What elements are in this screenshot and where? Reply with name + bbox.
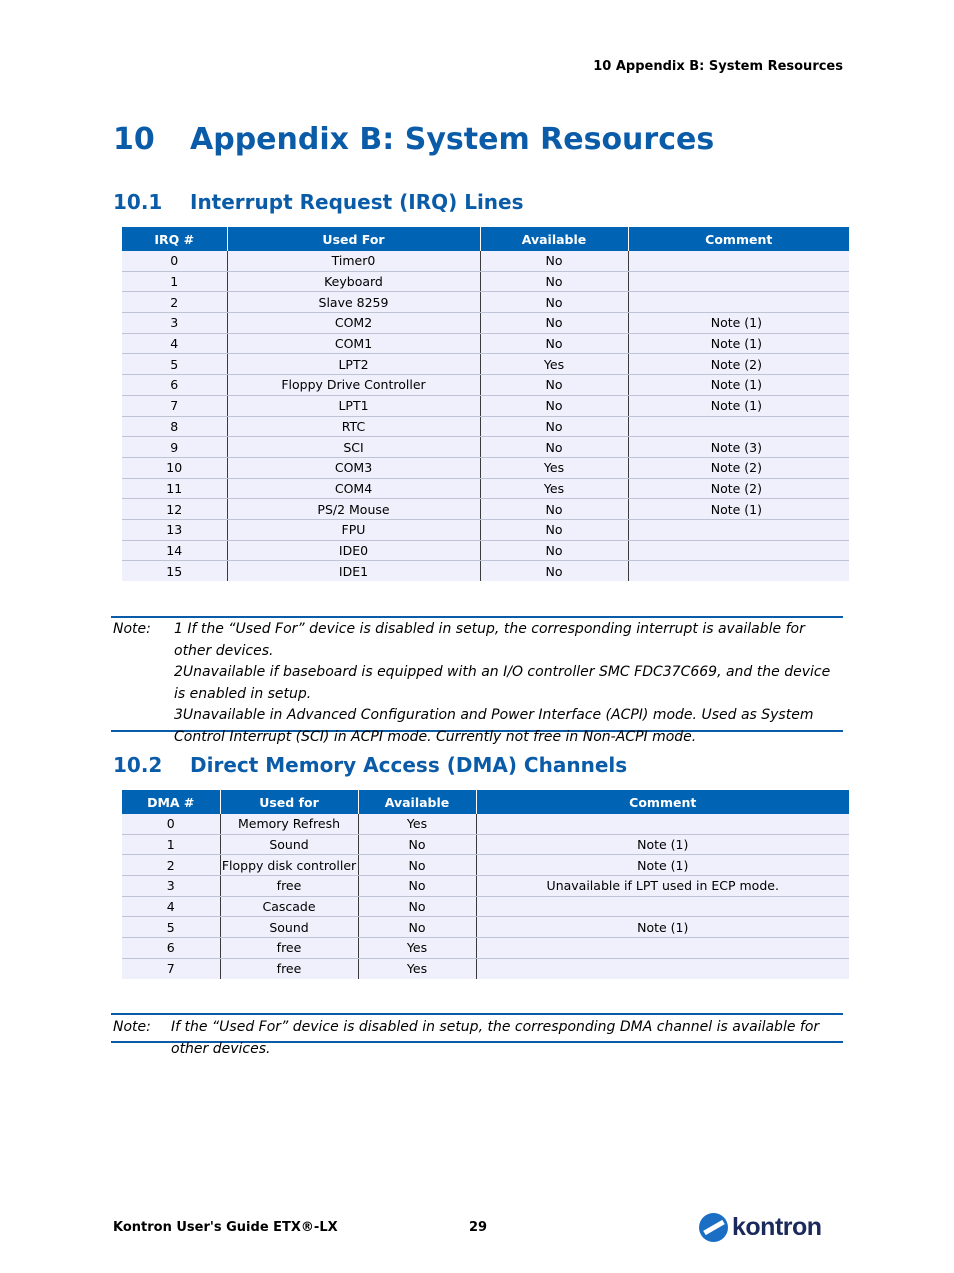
table-cell: SCI xyxy=(227,437,480,458)
table-row xyxy=(122,499,849,520)
table-row xyxy=(122,938,849,959)
table-row xyxy=(122,416,849,437)
table-cell: 4 xyxy=(122,896,220,917)
table-cell: 3 xyxy=(122,313,227,334)
note-label: Note: xyxy=(113,621,151,637)
table-cell: COM4 xyxy=(227,478,480,499)
table-cell: Yes xyxy=(358,814,476,834)
table-cell: Note (1) xyxy=(628,313,849,334)
column-header: DMA # xyxy=(122,790,220,814)
table-row xyxy=(122,333,849,354)
kontron-logo xyxy=(699,1213,822,1242)
table-cell: No xyxy=(480,561,628,581)
column-header: Available xyxy=(480,227,628,251)
table-cell xyxy=(476,958,849,978)
table-cell: 12 xyxy=(122,499,227,520)
table-cell: LPT1 xyxy=(227,395,480,416)
table-cell: Note (1) xyxy=(476,855,849,876)
table-cell: No xyxy=(480,499,628,520)
table-cell: Keyboard xyxy=(227,271,480,292)
table-cell xyxy=(628,561,849,581)
table-row xyxy=(122,457,849,478)
table-cell: Note (2) xyxy=(628,354,849,375)
table-row xyxy=(122,814,849,834)
table-cell: Memory Refresh xyxy=(220,814,358,834)
footer-title: Kontron User's Guide ETX®-LX xyxy=(113,1220,338,1235)
table-cell: 1 xyxy=(122,271,227,292)
section-number: 10.1 xyxy=(113,190,163,214)
table-cell: Sound xyxy=(220,834,358,855)
table-cell: 3 xyxy=(122,876,220,897)
table-cell: Unavailable if LPT used in ECP mode. xyxy=(476,876,849,897)
table-row xyxy=(122,855,849,876)
table-row xyxy=(122,251,849,271)
table-cell: 7 xyxy=(122,958,220,978)
table-cell xyxy=(628,292,849,313)
section-heading-dma xyxy=(113,753,627,777)
table-cell: No xyxy=(358,855,476,876)
table-cell: 13 xyxy=(122,519,227,540)
note-line-text: 2Unavailable if baseboard is equipped with an I/O controller SMC FDC37C669, and the device is enabled in setup. xyxy=(174,664,831,702)
column-header: Used for xyxy=(220,790,358,814)
table-cell: 10 xyxy=(122,457,227,478)
table-cell: COM3 xyxy=(227,457,480,478)
table-row xyxy=(122,519,849,540)
section-title: Interrupt Request (IRQ) Lines xyxy=(190,190,524,214)
table-row xyxy=(122,313,849,334)
note-text: If the “Used For” device is disabled in setup, the corresponding DMA channel is available for other devices. xyxy=(171,1019,820,1057)
table-cell: 0 xyxy=(122,814,220,834)
table-cell: No xyxy=(358,917,476,938)
table-cell: FPU xyxy=(227,519,480,540)
table-cell: Yes xyxy=(358,958,476,978)
table-cell: Note (1) xyxy=(628,499,849,520)
table-cell xyxy=(476,938,849,959)
table-row xyxy=(122,437,849,458)
table-cell: Note (1) xyxy=(476,834,849,855)
page-number: 29 xyxy=(469,1220,488,1235)
table-cell: 14 xyxy=(122,540,227,561)
table-cell: PS/2 Mouse xyxy=(227,499,480,520)
table-cell: Cascade xyxy=(220,896,358,917)
table-row xyxy=(122,395,849,416)
table-cell: No xyxy=(358,896,476,917)
section-heading-irq xyxy=(113,190,524,214)
table-cell: Note (1) xyxy=(628,333,849,354)
table-cell: Slave 8259 xyxy=(227,292,480,313)
table-cell: No xyxy=(480,437,628,458)
table-cell: 5 xyxy=(122,917,220,938)
column-header: Used For xyxy=(227,227,480,251)
table-cell: No xyxy=(480,416,628,437)
dma-table xyxy=(122,790,849,979)
table-cell: No xyxy=(480,375,628,396)
table-row xyxy=(122,354,849,375)
table-cell: Floppy disk controller xyxy=(220,855,358,876)
table-cell: Sound xyxy=(220,917,358,938)
table-cell: COM1 xyxy=(227,333,480,354)
table-cell: RTC xyxy=(227,416,480,437)
table-cell: 5 xyxy=(122,354,227,375)
table-cell: 6 xyxy=(122,938,220,959)
table-cell xyxy=(476,896,849,917)
table-cell: Yes xyxy=(480,478,628,499)
dma-note-box xyxy=(111,1013,843,1057)
table-cell: 11 xyxy=(122,478,227,499)
table-cell xyxy=(628,271,849,292)
table-cell: No xyxy=(480,333,628,354)
running-header: 10 Appendix B: System Resources xyxy=(593,59,843,74)
irq-table xyxy=(122,227,849,581)
table-cell: 0 xyxy=(122,251,227,271)
table-cell: Yes xyxy=(358,938,476,959)
chapter-heading xyxy=(113,122,714,157)
table-cell xyxy=(476,814,849,834)
column-header: Comment xyxy=(628,227,849,251)
table-cell: 4 xyxy=(122,333,227,354)
chapter-number: 10 xyxy=(113,122,155,157)
table-row xyxy=(122,896,849,917)
table-cell xyxy=(628,519,849,540)
table-cell: Note (1) xyxy=(628,375,849,396)
table-cell: 6 xyxy=(122,375,227,396)
table-cell: 15 xyxy=(122,561,227,581)
table-cell: No xyxy=(480,519,628,540)
section-title: Direct Memory Access (DMA) Channels xyxy=(190,753,628,777)
table-cell: No xyxy=(358,834,476,855)
table-cell: 9 xyxy=(122,437,227,458)
note-line-text: 3Unavailable in Advanced Configuration and Power Interface (ACPI) mode. Used as System Control Interrupt (SCI) in ACPI mode. Currently not free in Non-ACPI mode. xyxy=(174,707,814,745)
table-cell: 1 xyxy=(122,834,220,855)
table-row xyxy=(122,561,849,581)
table-cell xyxy=(628,251,849,271)
note-line: 1 If the “Used For” device is disabled in setup, the corresponding interrupt is available for other devices. xyxy=(174,621,805,659)
table-row xyxy=(122,271,849,292)
section-number: 10.2 xyxy=(113,753,163,777)
table-cell: Yes xyxy=(480,354,628,375)
table-cell: Note (2) xyxy=(628,457,849,478)
table-cell: Note (1) xyxy=(628,395,849,416)
column-header: IRQ # xyxy=(122,227,227,251)
note-line xyxy=(171,662,843,705)
column-header: Available xyxy=(358,790,476,814)
table-row xyxy=(122,876,849,897)
table-cell: Floppy Drive Controller xyxy=(227,375,480,396)
table-cell: No xyxy=(358,876,476,897)
table-row xyxy=(122,478,849,499)
table-row xyxy=(122,958,849,978)
table-cell: No xyxy=(480,313,628,334)
column-header: Comment xyxy=(476,790,849,814)
table-row xyxy=(122,540,849,561)
table-cell: Timer0 xyxy=(227,251,480,271)
table-cell: Yes xyxy=(480,457,628,478)
table-row xyxy=(122,834,849,855)
table-cell: No xyxy=(480,251,628,271)
table-cell: COM2 xyxy=(227,313,480,334)
table-cell: 7 xyxy=(122,395,227,416)
note-label: Note: xyxy=(113,1019,151,1035)
logo-text: kontron xyxy=(732,1213,822,1241)
table-cell: 8 xyxy=(122,416,227,437)
table-row xyxy=(122,917,849,938)
table-cell: 2 xyxy=(122,292,227,313)
kontron-logo-icon xyxy=(699,1213,728,1242)
table-cell: 2 xyxy=(122,855,220,876)
chapter-title: Appendix B: System Resources xyxy=(190,122,715,157)
table-cell: Note (1) xyxy=(476,917,849,938)
table-cell xyxy=(628,540,849,561)
irq-note-box xyxy=(111,616,843,745)
table-cell: LPT2 xyxy=(227,354,480,375)
table-cell xyxy=(628,416,849,437)
table-cell: No xyxy=(480,395,628,416)
table-row xyxy=(122,292,849,313)
table-cell: IDE1 xyxy=(227,561,480,581)
note-line xyxy=(171,705,843,748)
table-cell: No xyxy=(480,271,628,292)
table-cell: No xyxy=(480,540,628,561)
table-cell: Note (3) xyxy=(628,437,849,458)
table-cell: IDE0 xyxy=(227,540,480,561)
table-row xyxy=(122,375,849,396)
table-cell: free xyxy=(220,876,358,897)
table-cell: free xyxy=(220,958,358,978)
table-cell: free xyxy=(220,938,358,959)
table-cell: No xyxy=(480,292,628,313)
table-cell: Note (2) xyxy=(628,478,849,499)
